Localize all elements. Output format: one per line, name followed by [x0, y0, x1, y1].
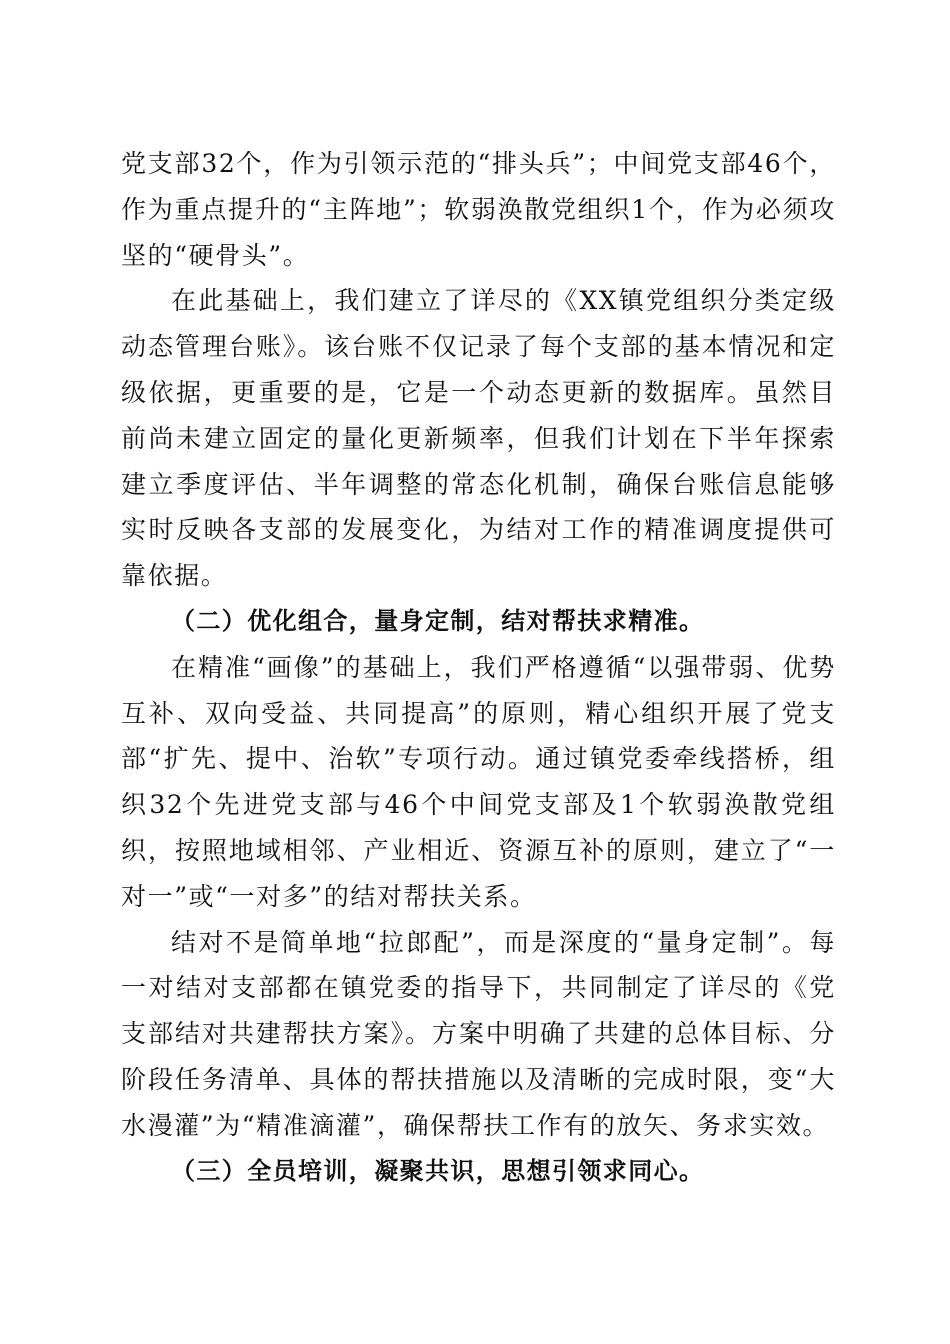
paragraph-management-ledger: 在此基础上，我们建立了详尽的《XX镇党组织分类定级动态管理台账》。该台账不仅记录了每个支部的基本情况和定级依据，更重要的是，它是一个动态更新的数据库。虽然目前尚未建立固定的量化更新频率，但我们计划在下半年探索建立季度评估、半年调整的常态化机制，确保台账信息能够实时反映各支部的发展变化，为结对工作的精准调度提供可靠依据。: [121, 286, 836, 591]
section-heading-3: （三）全员培训，凝聚共识，思想引领求同心。: [171, 1156, 705, 1185]
document-body: [121, 141, 836, 1194]
paragraph-branch-classification: 党支部32个，作为引领示范的“排头兵”；中间党支部46个，作为重点提升的“主阵地”；软弱涣散党组织1个，作为必须攻坚的“硬骨头”。: [121, 149, 836, 270]
section-heading-2: （二）优化组合，量身定制，结对帮扶求精准。: [171, 606, 705, 635]
paragraph-customized-plan: 结对不是简单地“拉郎配”，而是深度的“量身定制”。每一对结对支部都在镇党委的指导下，共同制定了详尽的《党支部结对共建帮扶方案》。方案中明确了共建的总体目标、分阶段任务清单、具体的帮扶措施以及清晰的完成时限，变“大水漫灌”为“精准滴灌”，确保帮扶工作有的放矢、务求实效。: [121, 927, 836, 1140]
paragraph-pairing-principles: 在精准“画像”的基础上，我们严格遵循“以强带弱、优势互补、双向受益、共同提高”的原则，精心组织开展了党支部“扩先、提中、治软”专项行动。通过镇党委牵线搭桥，组织32个先进党支部与46个中间党支部及1个软弱涣散党组织，按照地域相邻、产业相近、资源互补的原则，建立了“一对一”或“一对多”的结对帮扶关系。: [121, 652, 836, 911]
